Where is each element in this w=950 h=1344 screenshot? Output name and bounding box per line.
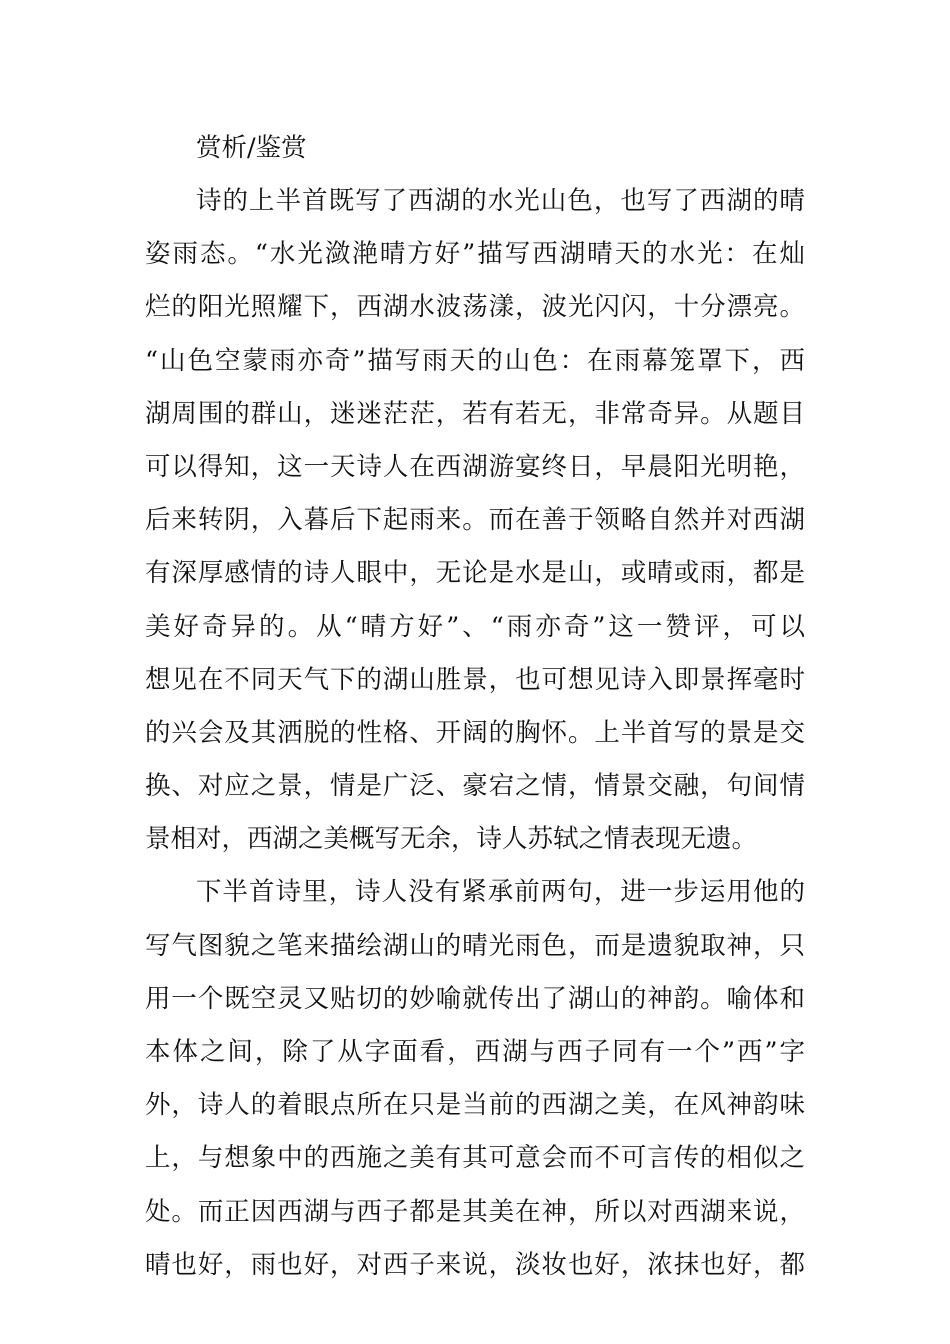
text-line: 的兴会及其洒脱的性格、开阔的胸怀。上半首写的景是交 <box>145 717 805 748</box>
text-line: 烂的阳光照耀下，西湖水波荡漾，波光闪闪，十分漂亮。 <box>145 292 805 323</box>
text-line: 湖周围的群山，迷迷茫茫，若有若无，非常奇异。从题目 <box>145 398 805 429</box>
document-body <box>145 121 805 1292</box>
text-line: 晴也好，雨也好，对西子来说，淡妆也好，浓抹也好，都 <box>145 1249 805 1280</box>
text-line: 换、对应之景，情是广泛、豪宕之情，情景交融，句间情 <box>145 771 805 802</box>
text-line: 处。而正因西湖与西子都是其美在神，所以对西湖来说， <box>145 1196 805 1227</box>
text-line: 美好奇异的。从“晴方好”、“雨亦奇”这一赞评，可以 <box>145 611 805 642</box>
text-line: 景相对，西湖之美概写无余，诗人苏轼之情表现无遗。 <box>145 824 758 855</box>
text-line: 本体之间，除了从字面看，西湖与西子同有一个”西”字 <box>145 1037 805 1067</box>
paragraph-1 <box>145 175 805 866</box>
text-line: 下半首诗里，诗人没有紧承前两句，进一步运用他的 <box>196 877 805 908</box>
section-heading: 赏析/鉴赏 <box>196 133 307 163</box>
text-line: 后来转阴，入暮后下起雨来。而在善于领略自然并对西湖 <box>145 505 805 536</box>
text-line: 上，与想象中的西施之美有其可意会而不可言传的相似之 <box>145 1143 805 1174</box>
text-line: 写气图貌之笔来描绘湖山的晴光雨色，而是遗貌取神，只 <box>145 930 805 961</box>
text-line: 想见在不同天气下的湖山胜景，也可想见诗入即景挥毫时 <box>145 664 805 695</box>
text-line: “山色空蒙雨亦奇”描写雨天的山色：在雨幕笼罩下，西 <box>145 345 805 376</box>
text-line: 有深厚感情的诗人眼中，无论是水是山，或晴或雨，都是 <box>145 558 805 589</box>
text-line: 外，诗人的着眼点所在只是当前的西湖之美，在风神韵味 <box>145 1090 805 1121</box>
text-line: 用一个既空灵又贴切的妙喻就传出了湖山的神韵。喻体和 <box>145 983 805 1014</box>
paragraph-2 <box>145 866 805 1292</box>
text-line: 诗的上半首既写了西湖的水光山色，也写了西湖的晴 <box>196 186 805 216</box>
text-line: 可以得知，这一天诗人在西湖游宴终日，早晨阳光明艳， <box>145 451 805 482</box>
text-line: 姿雨态。“水光潋滟晴方好”描写西湖晴天的水光：在灿 <box>145 239 805 270</box>
